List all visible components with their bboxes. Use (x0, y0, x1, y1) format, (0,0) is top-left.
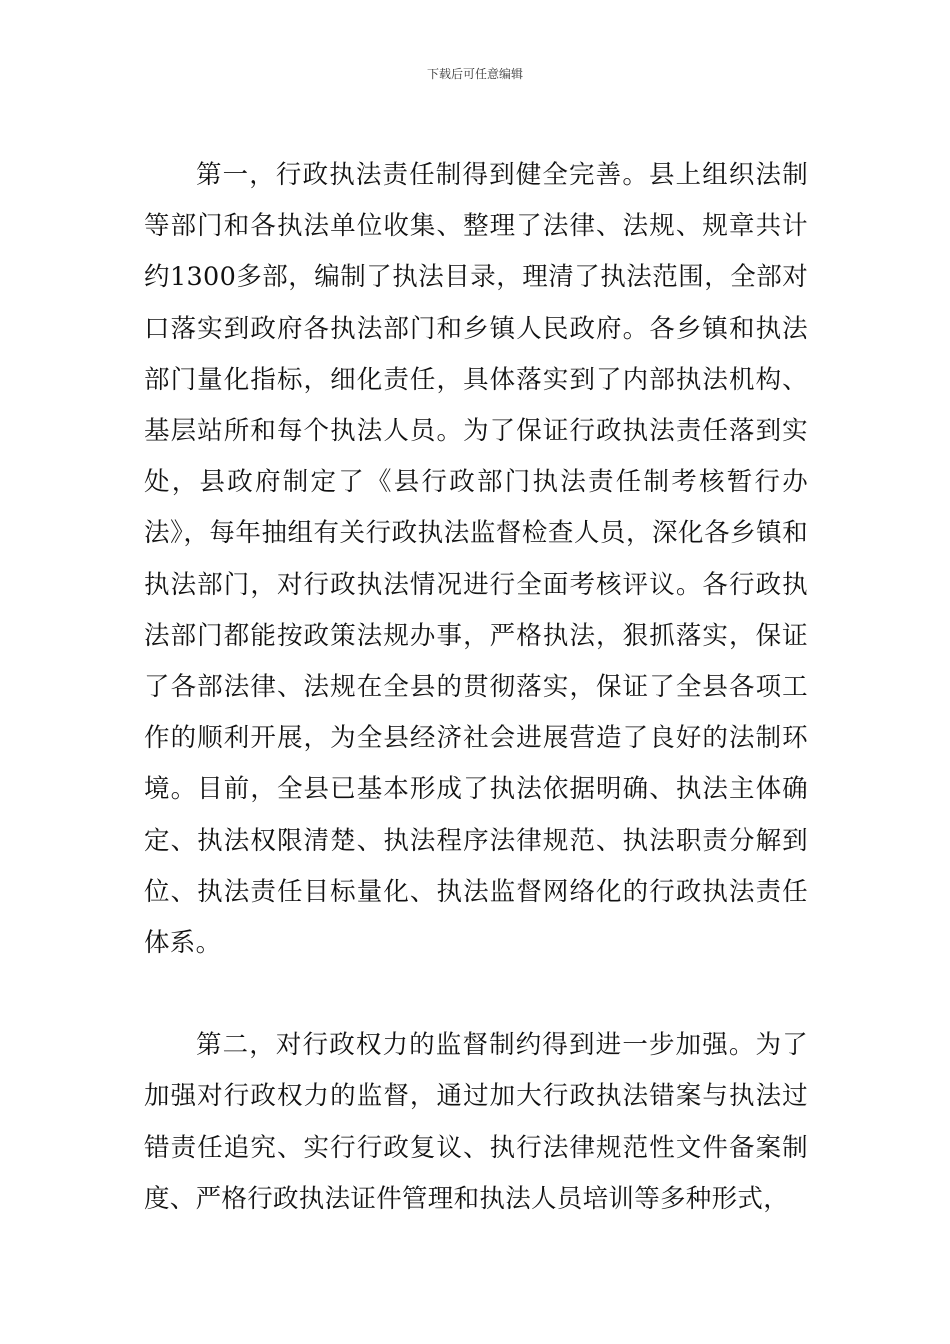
paragraph-1: 第一，行政执法责任制得到健全完善。县上组织法制等部门和各执法单位收集、整理了法律、法规、规章共计约1300多部，编制了执法目录，理清了执法范围，全部对口落实到政府各执法部门和乡镇人民政府。各乡镇和执法部门量化指标，细化责任，具体落实到了内部执法机构、基层站所和每个执法人员。为了保证行政执法责任落到实处，县政府制定了《县行政部门执法责任制考核暂行办法》，每年抽组有关行政执法监督检查人员，深化各乡镇和执法部门，对行政执法情况进行全面考核评议。各行政执法部门都能按政策法规办事，严格执法，狠抓落实，保证了各部法律、法规在全县的贯彻落实，保证了全县各项工作的顺利开展，为全县经济社会进展营造了良好的法制环境。目前，全县已基本形成了执法依据明确、执法主体确定、执法权限清楚、执法程序法律规范、执法职责分解到位、执法责任目标量化、执法监督网络化的行政执法责任体系。 (144, 160, 808, 959)
paragraph-2: 第二，对行政权力的监督制约得到进一步加强。为了加强对行政权力的监督，通过加大行政执法错案与执法过错责任追究、实行行政复议、执行法律规范性文件备案制度、严格行政执法证件管理和执法人员培训等多种形式， (144, 1030, 808, 1214)
page-header-note: 下载后可任意编辑 (426, 67, 523, 81)
document-body (144, 150, 808, 1225)
